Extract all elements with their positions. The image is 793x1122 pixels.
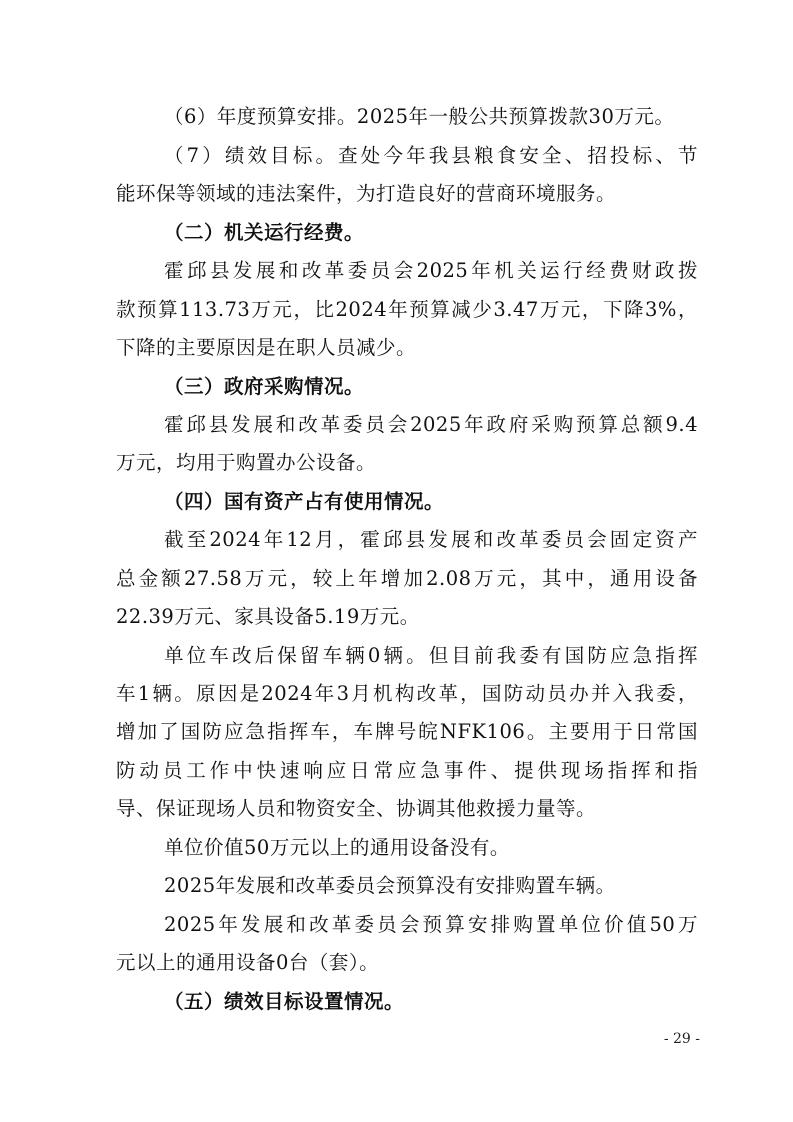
paragraph-equipment-purchase-line-1: 2025年发展和改革委员会预算安排购置单位价值50万	[164, 913, 698, 936]
paragraph-vehicles-line-3: 增加了国防应急指挥车，车牌号皖NFK106。主要用于日常国	[116, 720, 698, 743]
page-number: - 29 -	[663, 1031, 700, 1047]
paragraph-annual-budget: （6）年度预算安排。2025年一般公共预算拨款30万元。	[164, 105, 675, 128]
paragraph-procurement-line-2: 万元，均用于购置办公设备。	[116, 451, 377, 474]
paragraph-equipment-purchase-line-2: 元以上的通用设备0台（套）。	[116, 951, 380, 974]
section-heading-government-procurement: （三）政府采购情况。	[164, 375, 365, 398]
section-heading-state-assets: （四）国有资产占有使用情况。	[164, 490, 445, 513]
paragraph-vehicles-line-5: 导、保证现场人员和物资安全、协调其他救援力量等。	[116, 797, 597, 820]
paragraph-assets-line-1: 截至2024年12月，霍邱县发展和改革委员会固定资产	[164, 528, 698, 551]
paragraph-assets-line-2: 总金额27.58万元，较上年增加2.08万元，其中，通用设备	[116, 567, 698, 590]
paragraph-operating-expenses-line-1: 霍邱县发展和改革委员会2025年机关运行经费财政拨	[164, 259, 698, 282]
paragraph-no-vehicle-purchase: 2025年发展和改革委员会预算没有安排购置车辆。	[164, 874, 616, 897]
paragraph-vehicles-line-1: 单位车改后保留车辆0辆。但目前我委有国防应急指挥	[164, 644, 698, 667]
section-heading-performance-targets: （五）绩效目标设置情况。	[164, 990, 405, 1013]
paragraph-vehicles-line-4: 防动员工作中快速响应日常应急事件、提供现场指挥和指	[116, 759, 698, 782]
paragraph-operating-expenses-line-3: 下降的主要原因是在职人员减少。	[116, 336, 417, 359]
section-heading-operating-expenses: （二）机关运行经费。	[164, 221, 365, 244]
paragraph-vehicles-line-2: 车1辆。原因是2024年3月机构改革，国防动员办并入我委，	[116, 682, 698, 705]
paragraph-procurement-line-1: 霍邱县发展和改革委员会2025年政府采购预算总额9.4	[164, 413, 698, 436]
paragraph-assets-line-3: 22.39万元、家具设备5.19万元。	[116, 605, 420, 628]
paragraph-performance-target-line-2: 能环保等领域的违法案件，为打造良好的营商环境服务。	[116, 182, 617, 205]
paragraph-operating-expenses-line-2: 款预算113.73万元，比2024年预算减少3.47万元，下降3%，	[116, 298, 698, 321]
paragraph-equipment-over-500k: 单位价值50万元以上的通用设备没有。	[164, 836, 510, 859]
paragraph-performance-target-line-1: （7）绩效目标。查处今年我县粮食安全、招投标、节	[164, 144, 698, 167]
